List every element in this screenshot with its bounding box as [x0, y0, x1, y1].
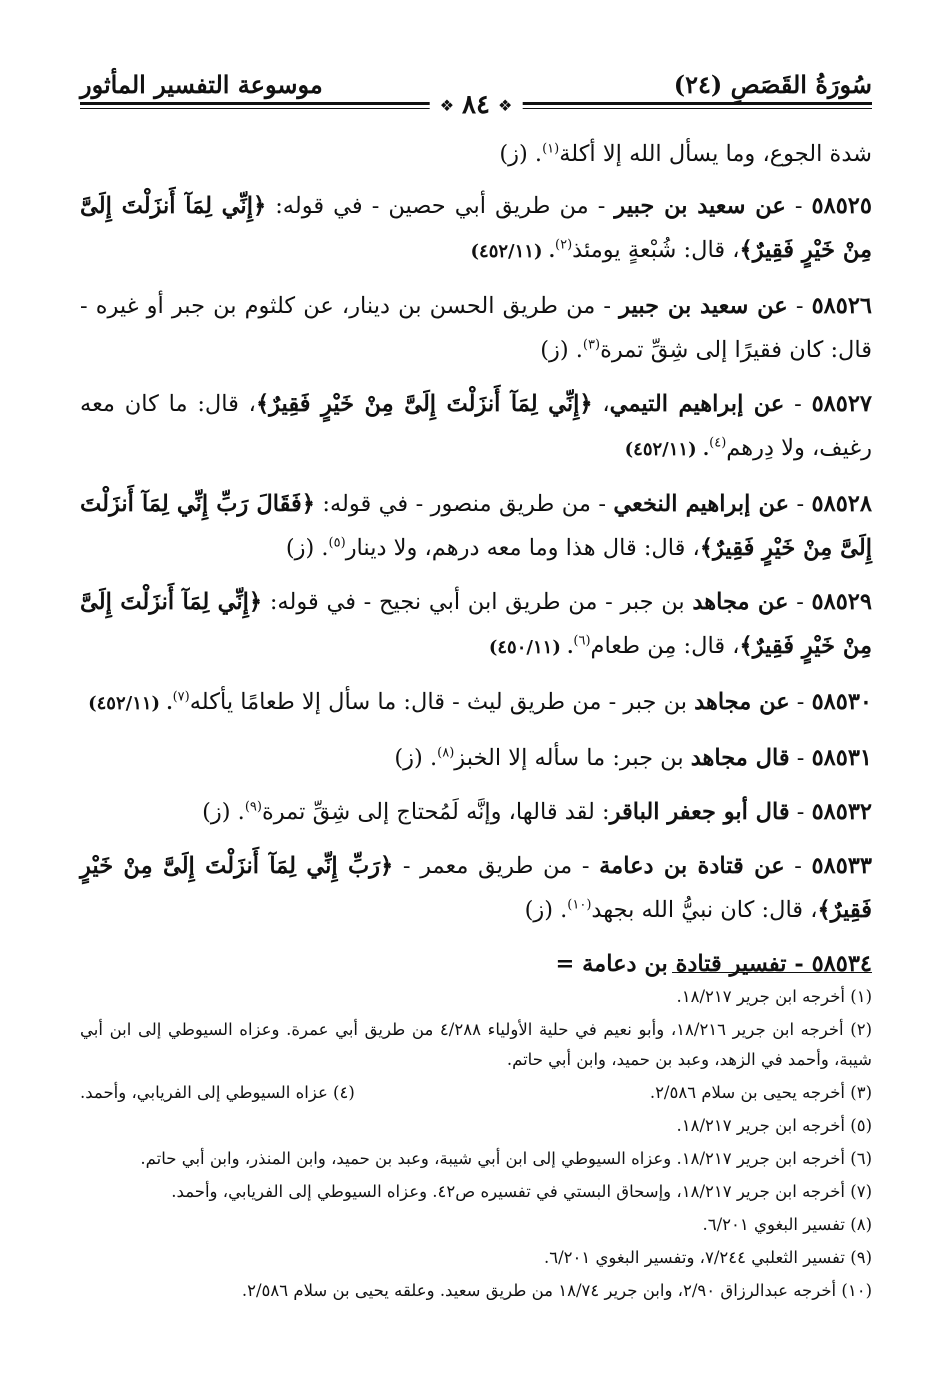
entry-author: عن إبراهيم النخعي	[613, 491, 790, 517]
entry-author: عن مجاهد	[692, 589, 789, 615]
footnote-8: (٨) تفسير البغوي ٦/٢٠١.	[702, 1215, 872, 1234]
entry-text: ، قال: قال هذا وما معه درهم، ولا دينار	[345, 535, 700, 561]
quran-quote: ﴿إِنِّي لِمَآ أَنزَلْتَ إِلَىَّ مِنْ خَيْرٍ فَقِيرٌ﴾	[80, 589, 872, 659]
entry-author: عن سعيد بن جبير	[614, 193, 786, 219]
surah-title: سُورَةُ القَصَصِ (٢٤)	[673, 70, 872, 99]
footnote-marker: (١٠)	[567, 897, 592, 913]
entry-number: ٥٨٥٣٣	[811, 853, 872, 879]
entry-tail: . (ز)	[394, 745, 438, 771]
footnote-marker: (٣)	[582, 337, 601, 353]
entry-number: ٥٨٥٣٤	[811, 951, 872, 977]
entry-text: ، قال: شُبْعةٍ يومئذ	[572, 237, 740, 263]
entry-author: عن إبراهيم التيمي	[609, 391, 785, 417]
footnote-2: (٢) أخرجه ابن جرير ١٨/٢١٦، وأبو نعيم في حلية الأولياء ٤/٢٨٨ من طريق أبي عمرة. وعزاه السيوطي إلى ابن أبي شيبة، وأحمد في الزهد، وعبد بن حميد، وابن أبي حاتم.	[80, 1020, 872, 1069]
footnote-3: (٣) أخرجه يحيى بن سلام ٢/٥٨٦.	[649, 1083, 872, 1102]
entry-text: - من طريق منصور - في قوله:	[314, 491, 614, 517]
footnote-marker: (١)	[542, 141, 560, 157]
entry-number: ٥٨٥٣٠	[811, 689, 872, 715]
page-number-box	[430, 90, 523, 120]
ornament-icon: ❖	[497, 95, 513, 115]
entry-58530: ٥٨٥٣٠ - عن مجاهد بن جبر - من طريق ليث - قال: ما سأل إلا طعامًا يأكله$^{(٧)}$. (٤٥٢/١١)	[88, 689, 872, 715]
footnotes	[80, 982, 872, 1309]
entry-ref: . (٤٥٢/١١)	[470, 241, 556, 262]
entry-author: قال أبو جعفر الباقر	[609, 799, 790, 825]
entry-ref: . (٤٥٢/١١)	[624, 439, 710, 460]
entry-tail: . (ز)	[285, 535, 329, 561]
quran-quote: ﴿إِنِّي لِمَآ أَنزَلْتَ إِلَىَّ مِنْ خَيْرٍ فَقِيرٌ﴾	[80, 193, 872, 263]
footnote-row-3-4	[80, 1078, 872, 1108]
footnote-marker: (٤)	[709, 435, 727, 451]
entry-text: - تفسير قتادة بن دعامة =	[555, 951, 812, 977]
entry-text: - من طريق معمر -	[393, 853, 600, 879]
entry-58534	[80, 942, 872, 986]
book-title: موسوعة التفسير المأثور	[80, 70, 323, 99]
entry-58533: ٥٨٥٣٣ - عن قتادة بن دعامة - من طريق معمر - ﴿رَبِّ إِنِّي لِمَآ أَنزَلْتَ إِلَىَّ مِنْ خَيْرٍ فَقِيرٌ﴾، قال: كان نبيُّ الله بجهد$^{(١٠)}$. (ز)	[80, 853, 872, 923]
entry-number: ٥٨٥٢٩	[811, 589, 872, 615]
entry-text: بن جبر: ما سأله إلا الخبز	[454, 745, 691, 771]
entry-58529: ٥٨٥٢٩ - عن مجاهد بن جبر - من طريق ابن أبي نجيح - في قوله: ﴿إِنِّي لِمَآ أَنزَلْتَ إِلَىَّ مِنْ خَيْرٍ فَقِيرٌ﴾، قال: مِن طعام$^{(٦)}$. (٤٥٠/١١)	[80, 589, 872, 659]
quran-quote: ﴿فَقَالَ رَبِّ إِنِّي لِمَآ أَنزَلْتَ إِلَىَّ مِنْ خَيْرٍ فَقِيرٌ﴾	[80, 491, 872, 561]
page-number: ٨٤	[462, 90, 490, 120]
entry-text: ، قال: مِن طعام	[590, 633, 740, 659]
main-text	[80, 132, 872, 996]
entry-number: ٥٨٥٣٢	[811, 799, 872, 825]
entry-text: : لقد قالها، وإنَّه لَمُحتاج إلى شِقِّ تمرة	[261, 799, 610, 825]
entry-text: ،	[592, 391, 610, 417]
entry-number: ٥٨٥٢٥	[811, 193, 872, 219]
entry-number: ٥٨٥٢٨	[811, 491, 872, 517]
footnote-4: (٤) عزاه السيوطي إلى الفريابي، وأحمد.	[80, 1083, 355, 1102]
entry-author: قال مجاهد	[690, 745, 790, 771]
footnote-marker: (٢)	[555, 237, 573, 253]
entry-text: بن جبر - من طريق ابن أبي نجيح - في قوله:	[262, 589, 693, 615]
footnote-9: (٩) تفسير الثعلبي ٧/٢٤٤، وتفسير البغوي ٦/٢٠١.	[543, 1248, 872, 1267]
entry-continuation	[80, 132, 872, 176]
quran-quote: ﴿رَبِّ إِنِّي لِمَآ أَنزَلْتَ إِلَىَّ مِنْ خَيْرٍ فَقِيرٌ﴾	[80, 853, 872, 923]
entry-author: عن سعيد بن جبير	[619, 293, 788, 319]
entry-58526: ٥٨٥٢٦ - عن سعيد بن جبير - من طريق الحسن بن دينار، عن كلثوم بن جبر أو غيره - قال: كان فقيرًا إلى شِقِّ تمرة$^{(٣)}$. (ز)	[80, 293, 872, 363]
entry-text: ، قال: ما كان معه رغيف، ولا دِرهم	[80, 391, 872, 461]
entry-tail: . (ز)	[499, 141, 543, 167]
entry-text: شدة الجوع، وما يسأل الله إلا أكلة	[559, 141, 872, 167]
entry-58527: ٥٨٥٢٧ - عن إبراهيم التيمي، ﴿إِنِّي لِمَآ أَنزَلْتَ إِلَىَّ مِنْ خَيْرٍ فَقِيرٌ﴾، قال: ما كان معه رغيف، ولا دِرهم$^{(٤)}$. (٤٥٢/١١)	[80, 391, 872, 461]
footnote-separator	[672, 972, 872, 973]
entry-tail: . (ز)	[524, 897, 568, 923]
running-header	[80, 68, 872, 120]
entry-text: - من طريق أبي حصين - في قوله:	[266, 193, 615, 219]
footnote-10: (١٠) أخرجه عبدالرزاق ٢/٩٠، وابن جرير ١٨/٧٤ من طريق سعيد. وعلقه يحيى بن سلام ٢/٥٨٦.	[241, 1281, 872, 1300]
entry-text: ، قال: كان نبيُّ الله بجهد	[591, 897, 818, 923]
ornament-icon: ❖	[439, 95, 455, 115]
entry-text: - من طريق الحسن بن دينار، عن كلثوم بن جبر أو غيره - قال: كان فقيرًا إلى شِقِّ تمرة	[80, 293, 872, 363]
entry-ref: . (٤٥٢/١١)	[88, 693, 173, 714]
footnote-marker: (٥)	[328, 535, 346, 551]
entry-number: ٥٨٥٣١	[811, 745, 872, 771]
entry-text: بن جبر - من طريق ليث - قال: ما سأل إلا طعامًا يأكله	[189, 689, 695, 715]
footnote-marker: (٨)	[437, 745, 455, 761]
footnote-marker: (٦)	[573, 633, 591, 649]
quran-quote: ﴿إِنِّي لِمَآ أَنزَلْتَ إِلَىَّ مِنْ خَيْرٍ فَقِيرٌ﴾	[255, 391, 593, 417]
entry-tail: . (ز)	[202, 799, 245, 825]
footnote-7: (٧) أخرجه ابن جرير ١٨/٢١٧، وإسحاق البستي في تفسيره ص٤٢. وعزاه السيوطي إلى الفريابي، وأحمد.	[171, 1182, 872, 1201]
entry-author: عن مجاهد	[694, 689, 790, 715]
footnote-marker: (٩)	[244, 799, 262, 815]
footnote-6: (٦) أخرجه ابن جرير ١٨/٢١٧. وعزاه السيوطي إلى ابن أبي شيبة، وعبد بن حميد، وابن المنذر، وابن أبي حاتم.	[140, 1149, 872, 1168]
entry-ref: . (٤٥٠/١١)	[488, 637, 574, 658]
entry-58531: ٥٨٥٣١ - قال مجاهد بن جبر: ما سأله إلا الخبز$^{(٨)}$. (ز)	[394, 745, 872, 771]
footnote-1: (١) أخرجه ابن جرير ١٨/٢١٧.	[676, 987, 872, 1006]
footnote-marker: (٧)	[172, 689, 190, 705]
entry-number: ٥٨٥٢٦	[811, 293, 872, 319]
entry-author: عن قتادة بن دعامة	[599, 853, 785, 879]
footnote-5: (٥) أخرجه ابن جرير ١٨/٢١٧.	[676, 1116, 872, 1135]
entry-58532: ٥٨٥٣٢ - قال أبو جعفر الباقر: لقد قالها، وإنَّه لَمُحتاج إلى شِقِّ تمرة$^{(٩)}$. (ز)	[202, 799, 872, 825]
entry-number: ٥٨٥٢٧	[811, 391, 872, 417]
entry-tail: . (ز)	[540, 337, 583, 363]
entry-58528: ٥٨٥٢٨ - عن إبراهيم النخعي - من طريق منصور - في قوله: ﴿فَقَالَ رَبِّ إِنِّي لِمَآ أَنزَلْتَ إِلَىَّ مِنْ خَيْرٍ فَقِيرٌ﴾، قال: قال هذا وما معه درهم، ولا دينار$^{(٥)}$. (ز)	[80, 491, 872, 561]
entry-58525: ٥٨٥٢٥ - عن سعيد بن جبير - من طريق أبي حصين - في قوله: ﴿إِنِّي لِمَآ أَنزَلْتَ إِلَىَّ مِنْ خَيْرٍ فَقِيرٌ﴾، قال: شُبْعةٍ يومئذ$^{(٢)}$. (٤٥٢/١١)	[80, 193, 872, 263]
